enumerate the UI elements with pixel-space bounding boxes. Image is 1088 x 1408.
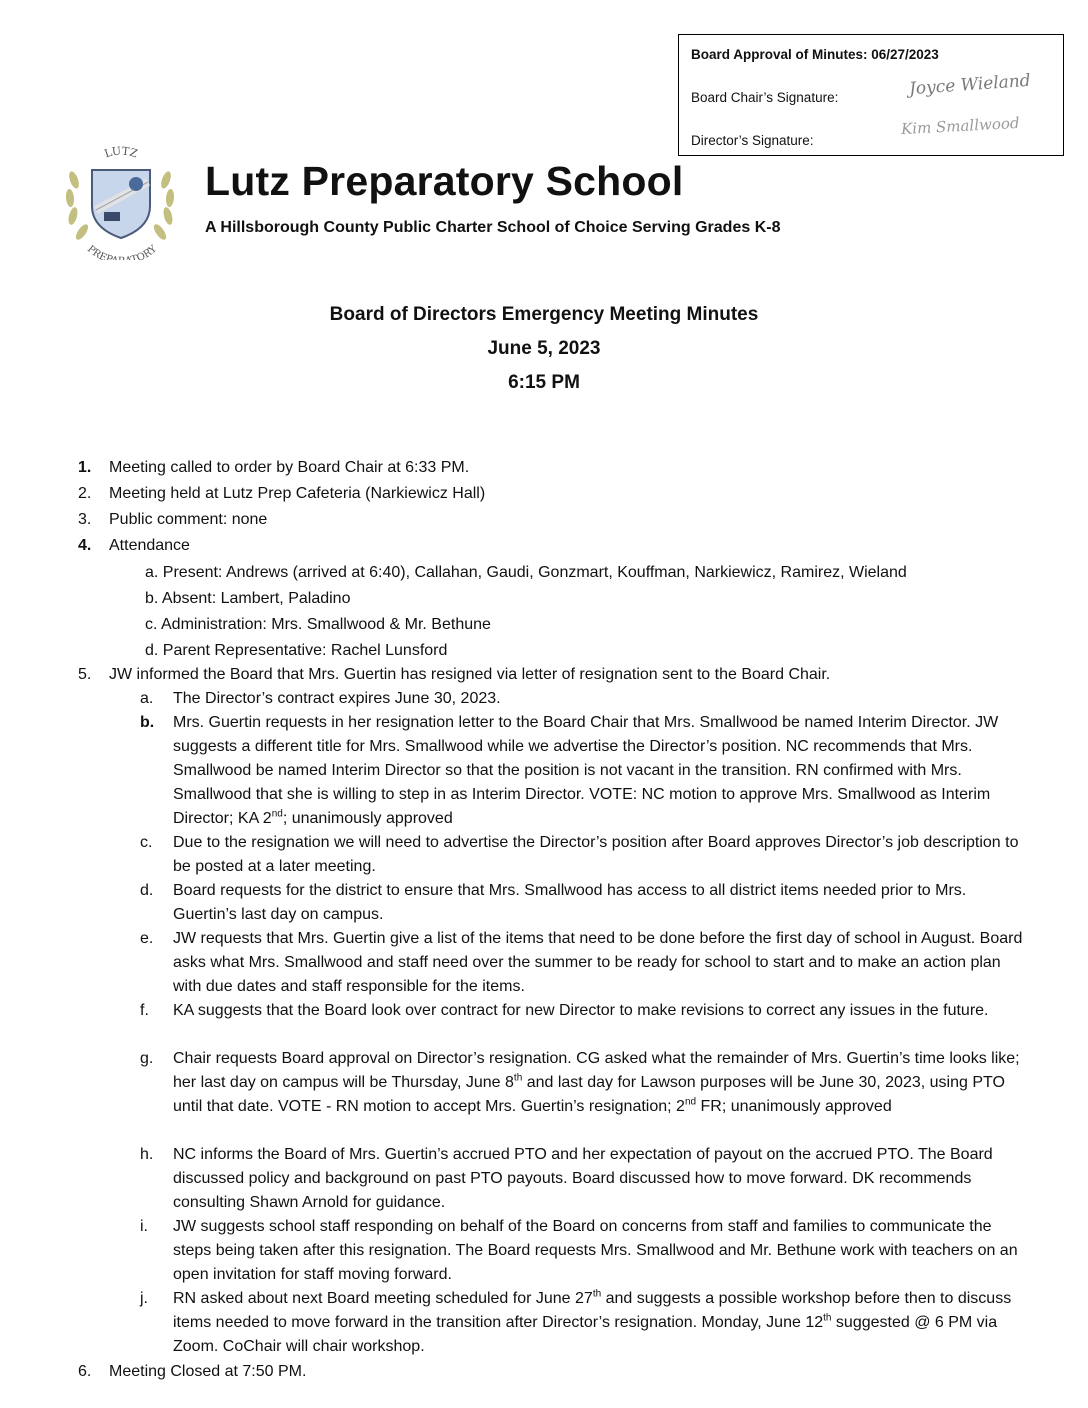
item-text: Meeting Closed at 7:50 PM. — [109, 1363, 307, 1380]
item-number: 2. — [78, 485, 92, 502]
logo-bottom-text: PREP TORY — [84, 243, 160, 260]
item-text: JW informed the Board that Mrs. Guertin has resigned via letter of resignation sent to the Board Chair. — [109, 666, 831, 683]
logo-top-text: LUTZ — [102, 144, 140, 161]
item-number: 6. — [78, 1363, 92, 1380]
meeting-date: June 5, 2023 — [487, 338, 601, 359]
ordinal-suffix: nd — [271, 808, 283, 820]
attendance-present: a. Present: Andrews (arrived at 6:40), Callahan, Gaudi, Gonzmart, Kouffman, Narkiewicz, Ramirez, Wieland — [145, 564, 907, 581]
sub-item-text: KA suggests that the Board look over contract for new Director to make revisions to correct any issues in the future. — [173, 1002, 989, 1019]
item-text: Meeting called to order by Board Chair at 6:33 PM. — [109, 459, 470, 476]
ordinal-suffix: th — [592, 1288, 602, 1300]
sub-item-label: j. — [140, 1290, 148, 1307]
sub-item-text — [173, 1047, 1023, 1119]
director-signature-label: Director’s Signature: — [691, 133, 814, 148]
attendance-parent-rep: d. Parent Representative: Rachel Lunsford — [145, 642, 448, 659]
director-signature-text: Kim Smallwood — [900, 113, 1020, 139]
sub-item-text — [173, 711, 1023, 831]
director-signature — [901, 114, 1020, 138]
sub-item-text: The Director’s contract expires June 30, 2023. — [173, 690, 501, 707]
approval-date: Board Approval of Minutes: 06/27/2023 — [691, 47, 939, 62]
item-number: 1. — [78, 459, 92, 476]
item-text: Public comment: none — [109, 511, 268, 528]
school-logo — [62, 140, 180, 260]
item-number: 5. — [78, 666, 92, 683]
sub-item-text: Board requests for the district to ensure that Mrs. Smallwood has access to all district items needed prior to Mrs. Guertin’s last day on campus. — [173, 882, 967, 923]
sub-item-text-part: FR; unanimously approved — [696, 1098, 892, 1115]
sub-item-label: i. — [140, 1218, 148, 1235]
school-tagline: A Hillsborough County Public Charter School of Choice Serving Grades K-8 — [205, 219, 781, 236]
sub-item-label: h. — [140, 1146, 154, 1163]
attendance-absent: b. Absent: Lambert, Paladino — [145, 590, 351, 607]
sub-item-text-part: RN asked about next Board meeting scheduled for June 27 — [173, 1290, 593, 1307]
sub-item-label: c. — [140, 834, 153, 851]
sub-item-text-part: Chair requests Board approval on Director’s resignation. CG asked what the remainder of Mrs. Guertin’s time looks like; her last day on campus will be Thursday, June 8 — [173, 1050, 1020, 1091]
item-text: Attendance — [109, 537, 190, 554]
item-text: Meeting held at Lutz Prep Cafeteria (Narkiewicz Hall) — [109, 485, 486, 502]
sub-item-text-part: suggested @ 6 PM via Zoom. CoChair will chair workshop. — [173, 1314, 998, 1355]
sub-item-text: Due to the resignation we will need to advertise the Director’s position after Board approves Director’s job description to be posted at a later meeting. — [173, 834, 1019, 875]
chair-signature-label: Board Chair’s Signature: — [691, 90, 839, 105]
approval-box — [678, 34, 1064, 156]
ordinal-suffix: nd — [684, 1096, 697, 1108]
ordinal-suffix: th — [513, 1072, 523, 1084]
meeting-time: 6:15 PM — [508, 372, 580, 393]
school-name: Lutz Preparatory School — [205, 158, 684, 204]
sub-item-label: b. — [140, 714, 155, 731]
ordinal-suffix: th — [823, 1312, 832, 1324]
sub-item-text-part: and suggests a possible workshop before then to discuss items needed to move forward in the transition after Director’s resignation. Monday, June 12 — [173, 1290, 1012, 1331]
sub-item-text: JW requests that Mrs. Guertin give a list of the items that need to be done before the first day of school in August. Board asks what Mrs. Smallwood and staff need over the summer to be ready for school to start and to make an action plan with due dates and staff responsible for the items. — [173, 930, 1023, 995]
sub-item-text-part: and last day for Lawson purposes will be June 30, 2023, using PTO until that date. VOTE - RN motion to accept Mrs. Guertin’s resignation; 2 — [173, 1074, 1005, 1115]
sub-item-label: a. — [140, 690, 154, 707]
sub-item-label: e. — [140, 930, 154, 947]
sub-item-label: d. — [140, 882, 154, 899]
sub-item-text: JW suggests school staff responding on behalf of the Board on concerns from staff and families to communicate the steps being taken after this resignation. The Board requests Mrs. Smallwood and Mr. Bethune work with teachers on an open invitation for staff moving forward. — [173, 1218, 1018, 1283]
sub-item-text-part: Mrs. Guertin requests in her resignation letter to the Board Chair that Mrs. Smallwood be named Interim Director. JW suggests a different title for Mrs. Smallwood while we advertise the Director’s position. NC recommends that Mrs. Smallwood be named Interim Director so that the position is not vacant in the transition. RN confirmed with Mrs. Smallwood that she is willing to step in as Interim Director. VOTE: NC motion to approve Mrs. Smallwood as Interim Director; KA 2 — [173, 714, 999, 827]
sub-item-text — [173, 1287, 1023, 1359]
sub-item-label: g. — [140, 1050, 154, 1067]
item-number: 4. — [78, 537, 92, 554]
chair-signature-text: Joyce Wieland — [908, 70, 1032, 100]
attendance-administration: c. Administration: Mrs. Smallwood & Mr. Bethune — [145, 616, 491, 633]
minutes-title: Board of Directors Emergency Meeting Minutes — [329, 304, 759, 325]
item-number: 3. — [78, 511, 92, 528]
sub-item-text: NC informs the Board of Mrs. Guertin’s accrued PTO and her expectation of payout on the accrued PTO. The Board discussed policy and background on past PTO payouts. Board discussed how to move forward. DK recommends consulting Shawn Arnold for guidance. — [173, 1146, 993, 1211]
sub-item-label: f. — [140, 1002, 149, 1019]
sub-item-text-part: ; unanimously approved — [282, 810, 453, 827]
chair-signature — [908, 71, 1031, 99]
